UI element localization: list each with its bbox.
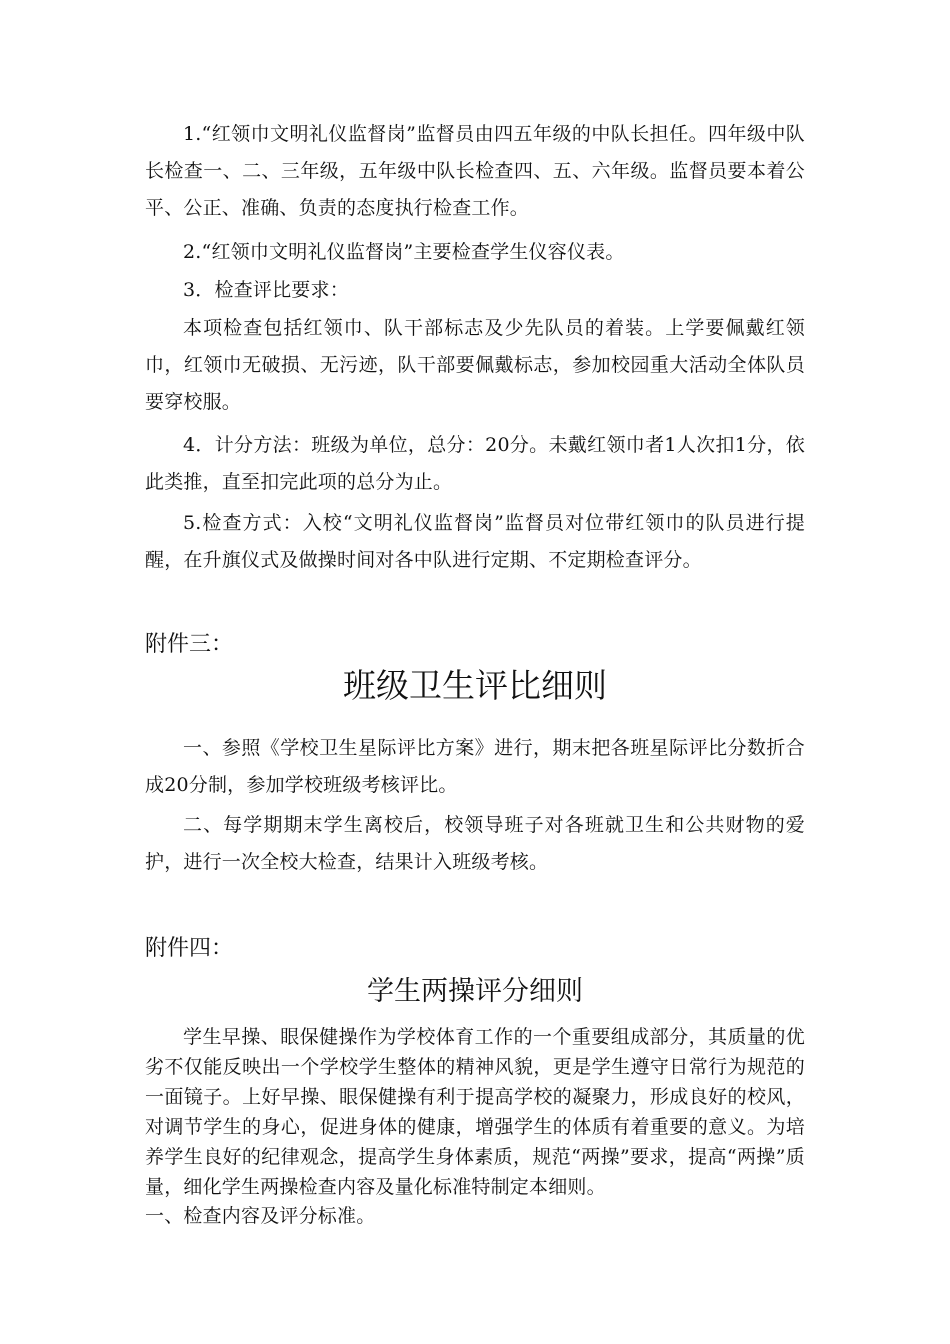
rule-paragraph-4: 本项检查包括红领巾、队干部标志及少先队员的着装。上学要佩戴红领巾，红领巾无破损、无污迹，队干部要佩戴标志，参加校园重大活动全体队员要穿校服。: [145, 317, 805, 413]
attachment-4-title: 学生两操评分细则: [367, 976, 583, 1007]
rule-paragraph-6: 5.检查方式：入校“文明礼仪监督岗”监督员对位带红领巾的队员进行提醒，在升旗仪式及做操时间对各中队进行定期、不定期检查评分。: [145, 512, 805, 571]
attachment-4-label: 附件四：: [145, 936, 234, 961]
attachment-3-title: 班级卫生评比细则: [343, 666, 607, 705]
attachment-4-paragraph-2: 一、检查内容及评分标准。: [145, 1205, 376, 1227]
rule-paragraph-2: 2.“红领巾文明礼仪监督岗”主要检查学生仪容仪表。: [183, 241, 625, 263]
rule-paragraph-5: 4．计分方法：班级为单位，总分：20分。未戴红领巾者1人次扣1分，依此类推，直至扣完此项的总分为止。: [145, 434, 805, 493]
attachment-4-paragraph-1: 学生早操、眼保健操作为学校体育工作的一个重要组成部分，其质量的优劣不仅能反映出一个学校学生整体的精神风貌，更是学生遵守日常行为规范的一面镜子。上好早操、眼保健操有利于提高学校的凝聚力，形成良好的校风，对调节学生的身心，促进身体的健康，增强学生的体质有着重要的意义。为培养学生良好的纪律观念，提高学生身体素质，规范“两操”要求，提高“两操”质量，细化学生两操检查内容及量化标准特制定本细则。: [145, 1026, 805, 1198]
attachment-3-label: 附件三：: [145, 632, 234, 657]
rule-paragraph-3: 3．检查评比要求：: [183, 279, 349, 301]
rule-paragraph-1: 1.“红领巾文明礼仪监督岗”监督员由四五年级的中队长担任。四年级中队长检查一、二、三年级，五年级中队长检查四、五、六年级。监督员要本着公平、公正、准确、负责的态度执行检查工作。: [145, 123, 805, 219]
attachment-3-paragraph-2: 二、每学期期末学生离校后，校领导班子对各班就卫生和公共财物的爱护，进行一次全校大检查，结果计入班级考核。: [145, 814, 805, 873]
attachment-3-paragraph-1: 一、参照《学校卫生星际评比方案》进行，期末把各班星际评比分数折合成20分制，参加学校班级考核评比。: [145, 737, 805, 796]
